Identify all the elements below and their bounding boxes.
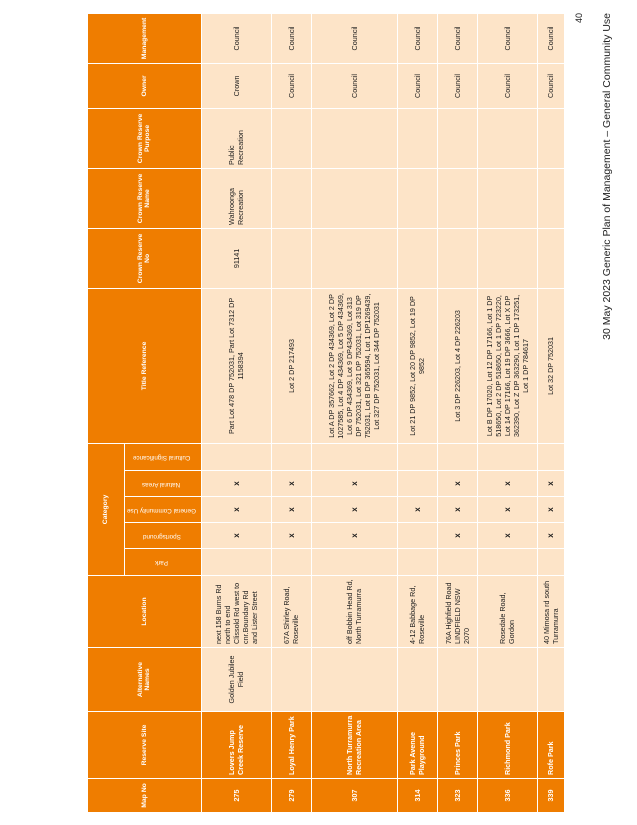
category-park-cell bbox=[537, 549, 564, 576]
category-natural-areas-cell: x bbox=[271, 471, 311, 497]
reserve-site-cell: Richmond Park bbox=[477, 712, 537, 779]
location-cell: next 158 Burns Rd north to end Clissold Rd west to cnr.Boundary Rd and Lister Street bbox=[201, 576, 271, 648]
header-location: Location bbox=[88, 576, 202, 648]
crown-reserve-name-cell bbox=[537, 168, 564, 228]
category-sportsground-cell: x bbox=[537, 523, 564, 549]
category-park-cell bbox=[311, 549, 397, 576]
management-cell: Council bbox=[477, 13, 537, 63]
category-cultural-significance-cell bbox=[201, 443, 271, 470]
map-no-cell: 275 bbox=[201, 779, 271, 813]
category-sportsground-cell: x bbox=[477, 523, 537, 549]
crown-reserve-purpose-cell bbox=[437, 108, 477, 168]
title-reference-cell: Lot 32 DP 752031 bbox=[537, 288, 564, 443]
crown-reserve-no-cell bbox=[437, 228, 477, 288]
location-cell: 4-12 Babbage Rd, Roseville bbox=[397, 576, 437, 648]
header-alternative-names: Alternative Names bbox=[88, 648, 202, 712]
alternative-names-cell: Golden Jubilee Field bbox=[201, 648, 271, 712]
category-label: Natural Areas bbox=[142, 480, 181, 488]
crown-reserve-purpose-cell bbox=[537, 108, 564, 168]
management-cell: Council bbox=[271, 13, 311, 63]
table-body bbox=[201, 13, 564, 812]
category-sportsground-cell: x bbox=[201, 523, 271, 549]
reserve-site-cell: Loyal Henry Park bbox=[271, 712, 311, 779]
map-no-cell: 336 bbox=[477, 779, 537, 813]
subheader-category bbox=[125, 471, 202, 497]
crown-reserve-no-cell bbox=[271, 228, 311, 288]
category-natural-areas-cell: x bbox=[311, 471, 397, 497]
crown-reserve-purpose-cell bbox=[397, 108, 437, 168]
category-natural-areas-cell: x bbox=[201, 471, 271, 497]
category-park-cell bbox=[271, 549, 311, 576]
reserve-site-cell: Princes Park bbox=[437, 712, 477, 779]
reserve-site-cell: Rofe Park bbox=[537, 712, 564, 779]
owner-cell: Council bbox=[477, 63, 537, 108]
reserve-site-cell: North Turramurra Recreation Area bbox=[311, 712, 397, 779]
category-park-cell bbox=[437, 549, 477, 576]
reserve-site-cell: Park Avenue Playground bbox=[397, 712, 437, 779]
reserve-site-cell: Lovers Jump Creek Reserve bbox=[201, 712, 271, 779]
management-cell: Council bbox=[437, 13, 477, 63]
alternative-names-cell bbox=[311, 648, 397, 712]
map-no-cell: 307 bbox=[311, 779, 397, 813]
crown-reserve-name-cell: Wahroonga Recreation bbox=[201, 168, 271, 228]
category-cultural-significance-cell bbox=[437, 443, 477, 470]
map-no-cell: 339 bbox=[537, 779, 564, 813]
category-general-community-use-cell: x bbox=[437, 497, 477, 523]
location-cell: 76A Highfield Road LINDFIELD NSW 2070 bbox=[437, 576, 477, 648]
location-cell: 67A Shirley Road, Roseville bbox=[271, 576, 311, 648]
category-park-cell bbox=[397, 549, 437, 576]
category-park-cell bbox=[201, 549, 271, 576]
category-general-community-use-cell: x bbox=[397, 497, 437, 523]
owner-cell: Council bbox=[271, 63, 311, 108]
header-reserve-site: Reserve Site bbox=[88, 712, 202, 779]
title-reference-cell: Part Lot 478 DP 752031, Part Lot 7312 DP 1158394 bbox=[201, 288, 271, 443]
owner-cell: Crown bbox=[201, 63, 271, 108]
category-general-community-use-cell: x bbox=[537, 497, 564, 523]
header-crown-reserve-purpose: Crown Reserve Purpose bbox=[88, 108, 202, 168]
map-no-cell: 314 bbox=[397, 779, 437, 813]
crown-reserve-no-cell bbox=[537, 228, 564, 288]
crown-reserve-no-cell bbox=[477, 228, 537, 288]
header-title-reference: Title Reference bbox=[88, 288, 202, 443]
title-reference-cell: Lot 21 DP 9852, Lot 20 DP 9852, Lot 19 DP 9852 bbox=[397, 288, 437, 443]
category-label: Sportsground bbox=[142, 532, 181, 540]
category-cultural-significance-cell bbox=[537, 443, 564, 470]
map-no-cell: 323 bbox=[437, 779, 477, 813]
category-cultural-significance-cell bbox=[271, 443, 311, 470]
crown-reserve-purpose-cell bbox=[477, 108, 537, 168]
category-general-community-use-cell: x bbox=[477, 497, 537, 523]
category-sportsground-cell: x bbox=[311, 523, 397, 549]
crown-reserve-name-cell bbox=[437, 168, 477, 228]
management-cell: Council bbox=[537, 13, 564, 63]
table-row bbox=[477, 13, 537, 812]
owner-cell: Council bbox=[397, 63, 437, 108]
location-cell: Rosedale Road, Gordon bbox=[477, 576, 537, 648]
management-cell: Council bbox=[311, 13, 397, 63]
alternative-names-cell bbox=[477, 648, 537, 712]
crown-reserve-no-cell bbox=[397, 228, 437, 288]
subheader-category bbox=[125, 443, 202, 470]
reserve-register-table bbox=[87, 13, 565, 813]
alternative-names-cell bbox=[397, 648, 437, 712]
crown-reserve-purpose-cell bbox=[271, 108, 311, 168]
owner-cell: Council bbox=[537, 63, 564, 108]
category-label: General Community Use bbox=[127, 506, 196, 514]
subheader-category bbox=[125, 497, 202, 523]
crown-reserve-purpose-cell bbox=[311, 108, 397, 168]
header-crown-reserve-no: Crown Reserve No bbox=[88, 228, 202, 288]
crown-reserve-no-cell: 91141 bbox=[201, 228, 271, 288]
title-reference-cell: Lot A DP 357662, Lot 2 DP 434369, Lot 2 DP 1027585, Lot 4 DP 434369, Lot 5 DP 434369, Lot 6 DP 434369, Lot 9 DP434369, Lot 313 DP 752031, Lot 321 DP 752031, Lot 319 DP 752031, Lot B DP 365594, Lot 1 DP1269439, Lot 327 DP 752031, Lot 344 DP 752031 bbox=[311, 288, 397, 443]
category-sportsground-cell bbox=[397, 523, 437, 549]
table-row bbox=[537, 13, 564, 812]
management-cell: Council bbox=[201, 13, 271, 63]
table-row bbox=[311, 13, 397, 812]
subheader-category bbox=[125, 549, 202, 576]
location-cell: 40 Mimosa rd south Turramurra bbox=[537, 576, 564, 648]
table-row bbox=[271, 13, 311, 812]
category-general-community-use-cell: x bbox=[201, 497, 271, 523]
page-number: 40 bbox=[574, 13, 584, 24]
category-general-community-use-cell: x bbox=[311, 497, 397, 523]
category-label: Park bbox=[155, 559, 168, 567]
category-cultural-significance-cell bbox=[397, 443, 437, 470]
subheader-category bbox=[125, 523, 202, 549]
category-cultural-significance-cell bbox=[311, 443, 397, 470]
crown-reserve-name-cell bbox=[271, 168, 311, 228]
title-reference-cell: Lot B DP 17020, Lot 12 DP 17166, Lot 1 DP 518650, Lot 2 DP 518650, Lot 1 DP 723220, Lot 14 DP 17166, Lot 19 DP 3666, Lot X DP 362390, Lot Z DP 363290, Lot 1 DP 173251, Lot 1 DP 784617 bbox=[477, 288, 537, 443]
header-map-no: Map No bbox=[88, 779, 202, 813]
category-general-community-use-cell: x bbox=[271, 497, 311, 523]
crown-reserve-name-cell bbox=[397, 168, 437, 228]
crown-reserve-name-cell bbox=[311, 168, 397, 228]
alternative-names-cell bbox=[537, 648, 564, 712]
category-natural-areas-cell: x bbox=[477, 471, 537, 497]
alternative-names-cell bbox=[271, 648, 311, 712]
table-row bbox=[201, 13, 271, 812]
header-category: Category bbox=[88, 443, 125, 575]
crown-reserve-name-cell bbox=[477, 168, 537, 228]
crown-reserve-no-cell bbox=[311, 228, 397, 288]
category-natural-areas-cell bbox=[397, 471, 437, 497]
title-reference-cell: Lot 2 DP 217493 bbox=[271, 288, 311, 443]
alternative-names-cell bbox=[437, 648, 477, 712]
category-sportsground-cell: x bbox=[437, 523, 477, 549]
category-natural-areas-cell: x bbox=[537, 471, 564, 497]
header-crown-reserve-name: Crown Reserve Name bbox=[88, 168, 202, 228]
footer-text: 30 May 2023 Generic Plan of Management – General Community Use bbox=[601, 13, 613, 340]
map-no-cell: 279 bbox=[271, 779, 311, 813]
category-park-cell bbox=[477, 549, 537, 576]
crown-reserve-purpose-cell: Public Recreation bbox=[201, 108, 271, 168]
title-reference-cell: Lot 3 DP 226203, Lot 4 DP 226203 bbox=[437, 288, 477, 443]
header-owner: Owner bbox=[88, 63, 202, 108]
category-sportsground-cell: x bbox=[271, 523, 311, 549]
table-row bbox=[397, 13, 437, 812]
category-cultural-significance-cell bbox=[477, 443, 537, 470]
category-natural-areas-cell: x bbox=[437, 471, 477, 497]
location-cell: off Bobbin Head Rd, North Turramurra bbox=[311, 576, 397, 648]
header-management: Management bbox=[88, 13, 202, 63]
owner-cell: Council bbox=[437, 63, 477, 108]
table-row bbox=[437, 13, 477, 812]
owner-cell: Council bbox=[311, 63, 397, 108]
category-label: Cultural Significance bbox=[132, 454, 191, 462]
management-cell: Council bbox=[397, 13, 437, 63]
